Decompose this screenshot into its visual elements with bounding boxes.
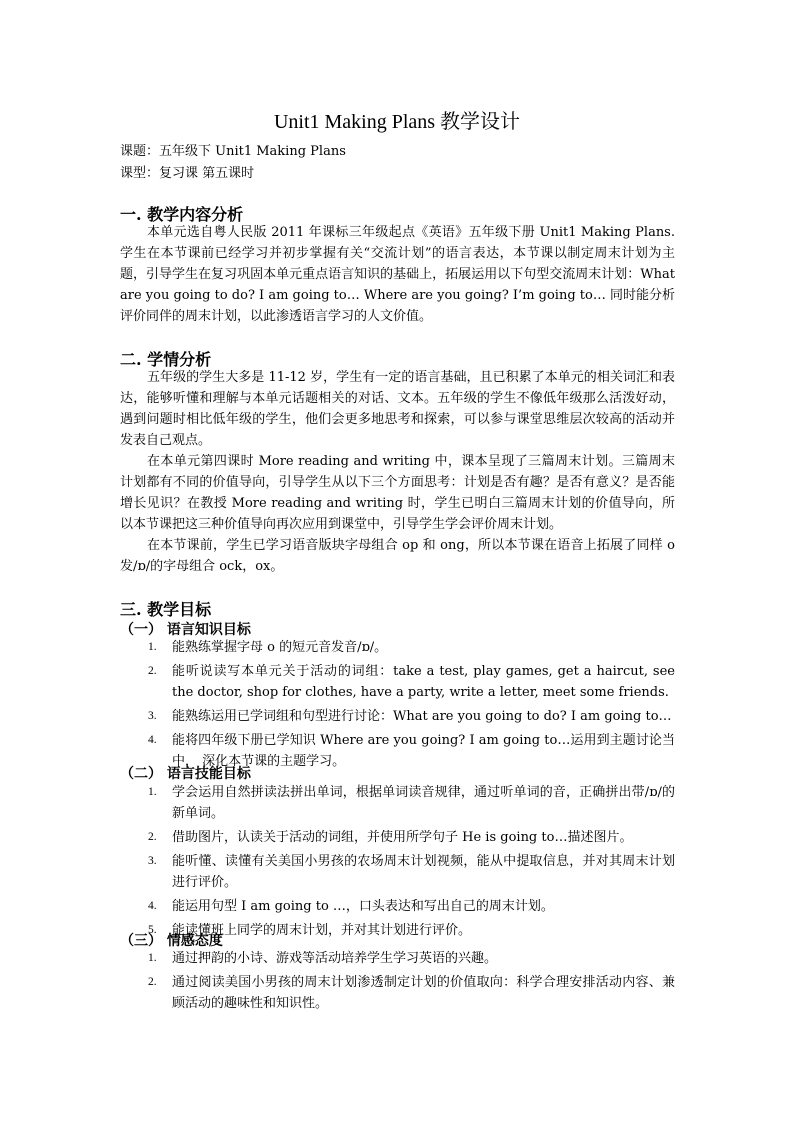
item-text: 能熟练运用已学词组和句型进行讨论：What are you going to do? I am going to… [172,709,672,724]
subheading-language-knowledge: （一） 语言知识目标 [120,622,251,638]
item-number: 1. [148,952,157,964]
paragraph-student-analysis-1: 五年级的学生大多是 11-12 岁，学生有一定的语言基础，且已积累了本单元的相关词汇和表达，能够听懂和理解与本单元话题相关的对话、文本。五年级的学生不像低年级那么活泼好动，遇到问题时相比低年级的学生，他们会更多地思考和探索，可以参与课堂思维层次较高的活动并发表自己观点。 [120,370,675,448]
list-item [120,661,675,703]
item-text: 通过阅读美国小男孩的周末计划渗透制定计划的价值取向：科学合理安排活动内容、兼顾活动的趣味性和知识性。 [172,975,675,1011]
subheading-emotional-attitude: （三） 情感态度 [120,933,223,949]
paragraph-content-analysis: 本单元选自粤人民版 2011 年课标三年级起点《英语》五年级下册 Unit1 Making Plans. 学生在本节课前已经学习并初步掌握有关“交流计划”的语言表达，本节课以制定周末计划为主题，引导学生在复习巩固本单元重点语言知识的基础上，拓展运用以下句型交流周末计划：What are you going to do? I am going to… Where are you going? I’m going to… 同时能分析评价同伴的周末计划，以此渗透语言学习的人文价值。 [120,225,675,324]
item-number: 2. [148,665,157,677]
item-text: 能运用句型 I am going to …，口头表达和写出自己的周末计划。 [172,899,554,914]
list-language-knowledge [120,637,675,775]
item-text: 通过押韵的小诗、游戏等活动培养学生学习英语的兴趣。 [172,951,498,966]
list-item [120,948,675,969]
item-number: 1. [148,641,157,653]
list-item [120,972,675,1014]
item-text: 能听懂、读懂有关美国小男孩的农场周末计划视频，能从中提取信息，并对其周末计划进行评价。 [172,854,675,890]
lesson-topic: 课题：五年级下 Unit1 Making Plans [120,144,346,159]
item-text: 学会运用自然拼读法拼出单词，根据单词读音规律，通过听单词的音，正确拼出带/ɒ/的新单词。 [172,785,675,821]
subheading-language-skills: （二） 语言技能目标 [120,766,251,782]
item-number: 3. [148,710,157,722]
list-item [120,851,675,893]
section-heading-teaching-goals: 三. 教学目标 [120,600,212,619]
item-text: 能读懂班上同学的周末计划，并对其计划进行评价。 [172,923,472,938]
list-item [120,706,675,727]
document-title: Unit1 Making Plans 教学设计 [273,111,521,133]
item-text: 借助图片，认读关于活动的词组，并使用所学句子 He is going to…描述图片。 [172,830,633,845]
list-item [120,827,675,848]
item-number: 4. [148,900,157,912]
list-item [120,637,675,658]
item-text: 能将四年级下册已学知识 Where are you going? I am going to…运用到主题讨论当中， 深化本节课的主题学习。 [172,733,675,769]
item-number: 4. [148,734,157,746]
list-emotional-attitude [120,948,675,1017]
list-language-skills [120,782,675,944]
item-text: 能听说读写本单元关于活动的词组：take a test, play games, get a haircut, see the doctor, shop for clothes, have a party, write a letter, meet some friends. [172,664,675,700]
item-number: 5. [148,924,157,936]
list-item [120,782,675,824]
section-heading-student-analysis: 二. 学情分析 [120,350,212,369]
item-number: 1. [148,786,157,798]
item-text: 能熟练掌握字母 o 的短元音发音/ɒ/。 [172,640,388,655]
paragraph-student-analysis-3: 在本节课前，学生已学习语音版块字母组合 op 和 ong，所以本节课在语音上拓展了同样 o 发/ɒ/的字母组合 ock，ox。 [120,538,675,574]
item-number: 2. [148,831,157,843]
paragraph-student-analysis-2: 在本单元第四课时 More reading and writing 中，课本呈现了三篇周末计划。三篇周末计划都有不同的价值导向，引导学生从以下三个方面思考：计划是否有趣？是否有意义？是否能增长见识？在教授 More reading and writing 时，学生已明白三篇周末计划的价值导向，所以本节课把这三种价值导向再次应用到课堂中，引导学生学会评价周末计划。 [120,454,675,532]
section-heading-content-analysis: 一. 教学内容分析 [120,205,244,224]
list-item [120,896,675,917]
item-number: 2. [148,976,157,988]
item-number: 3. [148,855,157,867]
lesson-type: 课型：复习课 第五课时 [120,166,255,181]
